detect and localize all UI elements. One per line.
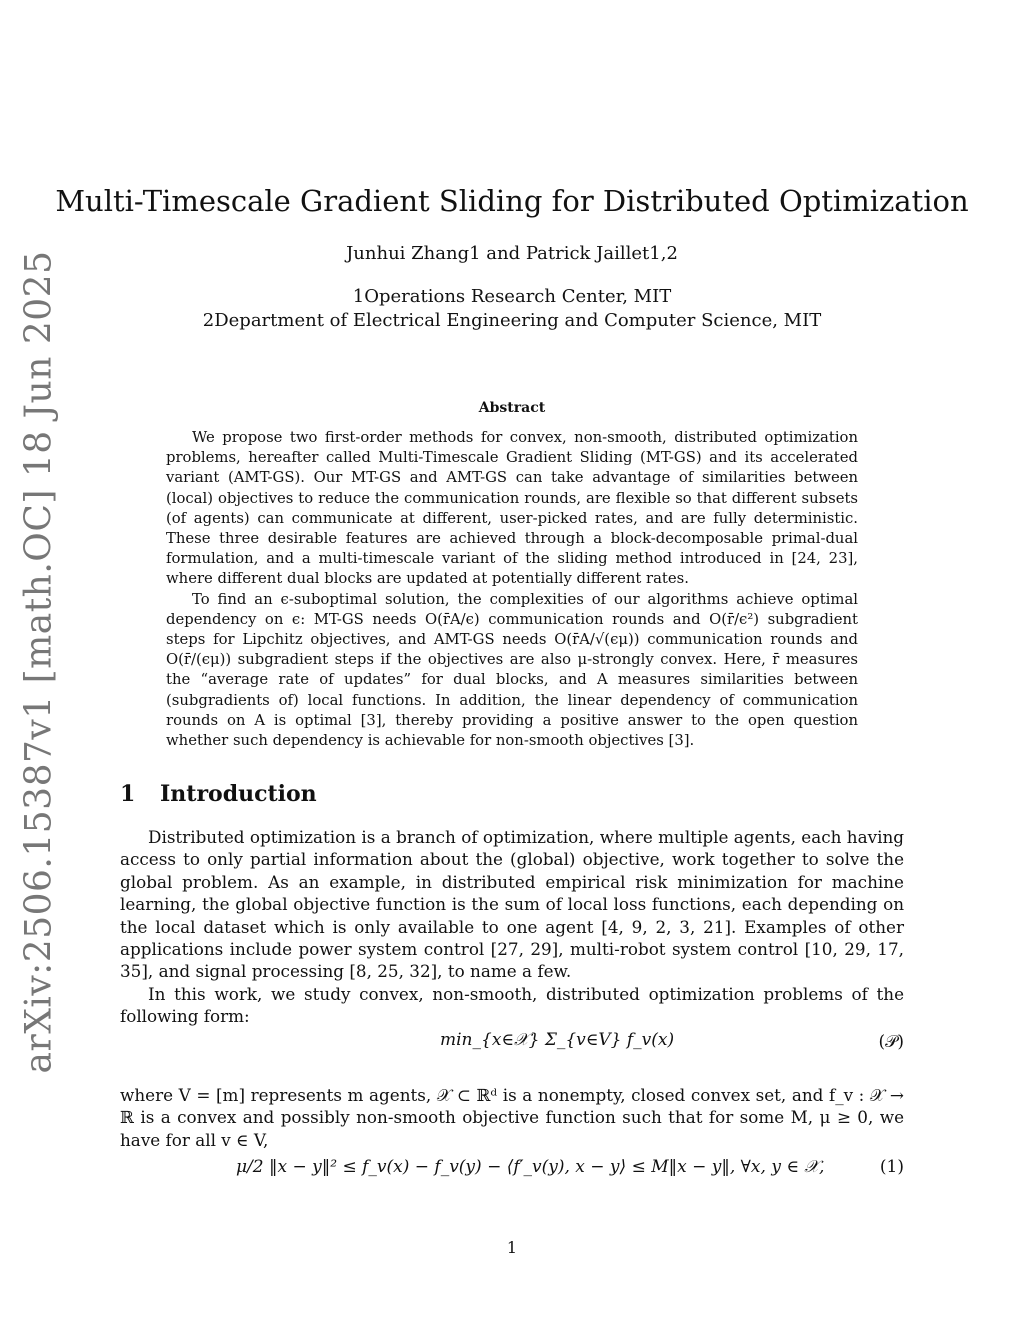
intro-paragraph-3: where V = [m] represents m agents, 𝒳 ⊂ ℝᵈ is a nonempty, closed convex set, and f_v : 𝒳 → ℝ is a convex and possibly non-smooth objective function such that for some M, μ ≥ 0, we have for all v ∈ V, — [120, 1085, 904, 1150]
authors: Junhui Zhang1 and Patrick Jaillet1,2 — [346, 243, 678, 264]
paper-title: Multi-Timescale Gradient Sliding for Distributed Optimization — [55, 184, 969, 218]
equation-P: min_{x∈𝒳} Σ_{v∈V} f_v(x) — [440, 1030, 675, 1050]
section-number: 1 — [120, 781, 136, 807]
intro-paragraph-2: In this work, we study convex, non-smooth, distributed optimization problems of the following form: — [120, 983, 904, 1027]
abstract-paragraph-1: We propose two first-order methods for convex, non-smooth, distributed optimization problems, hereafter called Multi-Timescale Gradient Sliding (MT-GS) and its accelerated variant (AMT-GS). Our MT-GS and AMT-GS can take advantage of similarities between (local) objectives to reduce the communication rounds, are flexible so that different subsets (of agents) can communicate at different, user-picked rates, and are fully deterministic. These three desirable features are achieved through a block-decomposable primal-dual formulation, and a multi-timescale variant of the sliding method introduced in [24, 23], where different dual blocks are updated at potentially different rates. — [166, 429, 858, 588]
equation-1: μ/2 ‖x − y‖² ≤ f_v(x) − f_v(y) − ⟨f′_v(y), x − y⟩ ≤ M‖x − y‖, ∀x, y ∈ 𝒳, — [236, 1157, 825, 1177]
equation-1-label: (1) — [879, 1157, 904, 1177]
arxiv-sidebar — [14, 250, 64, 1074]
section-heading — [120, 781, 317, 807]
intro-block-2 — [120, 1084, 904, 1151]
abstract-body — [166, 428, 858, 751]
section-title: Introduction — [160, 781, 317, 807]
abstract-paragraph-2: To find an ϵ-suboptimal solution, the complexities of our algorithms achieve optimal dependency on ϵ: MT-GS needs O(r̄A/ϵ) communication rounds and O(r̄/ϵ²) subgradient steps for Lipchitz objectives, and AMT-GS needs O(r̄A/√(ϵμ)) communication rounds and O(r̄/(ϵμ)) subgradient steps if the objectives are also μ-strongly convex. Here, r̄ measures the “average rate of updates” for dual blocks, and A measures similarities between (subgradients of) local functions. In addition, the linear dependency of communication rounds on A is optimal [3], thereby providing a positive answer to the open question whether such dependency is achievable for non-smooth objectives [3]. — [166, 590, 858, 750]
arxiv-id: arXiv:2506.15387v1 [math.OC] 18 Jun 2025 — [18, 250, 60, 1074]
page-number: 1 — [506, 1238, 518, 1257]
intro-paragraph-1: Distributed optimization is a branch of optimization, where multiple agents, each having access to only partial information about the (global) objective, work together to solve the global problem. As an example, in distributed empirical risk minimization for machine learning, the global objective function is the sum of local loss functions, each depending on the local dataset which is only available to one agent [4, 9, 2, 3, 21]. Examples of other applications include power system control [27, 29], multi-robot system control [10, 29, 17, 35], and signal processing [8, 25, 32], to name a few. — [120, 827, 904, 982]
affiliation-1: 1Operations Research Center, MIT — [352, 286, 672, 307]
affiliation-2: 2Department of Electrical Engineering and Computer Science, MIT — [202, 310, 822, 331]
equation-P-label: (𝒫) — [878, 1032, 904, 1052]
intro-block-1 — [120, 826, 904, 1028]
abstract-heading: Abstract — [478, 400, 546, 416]
